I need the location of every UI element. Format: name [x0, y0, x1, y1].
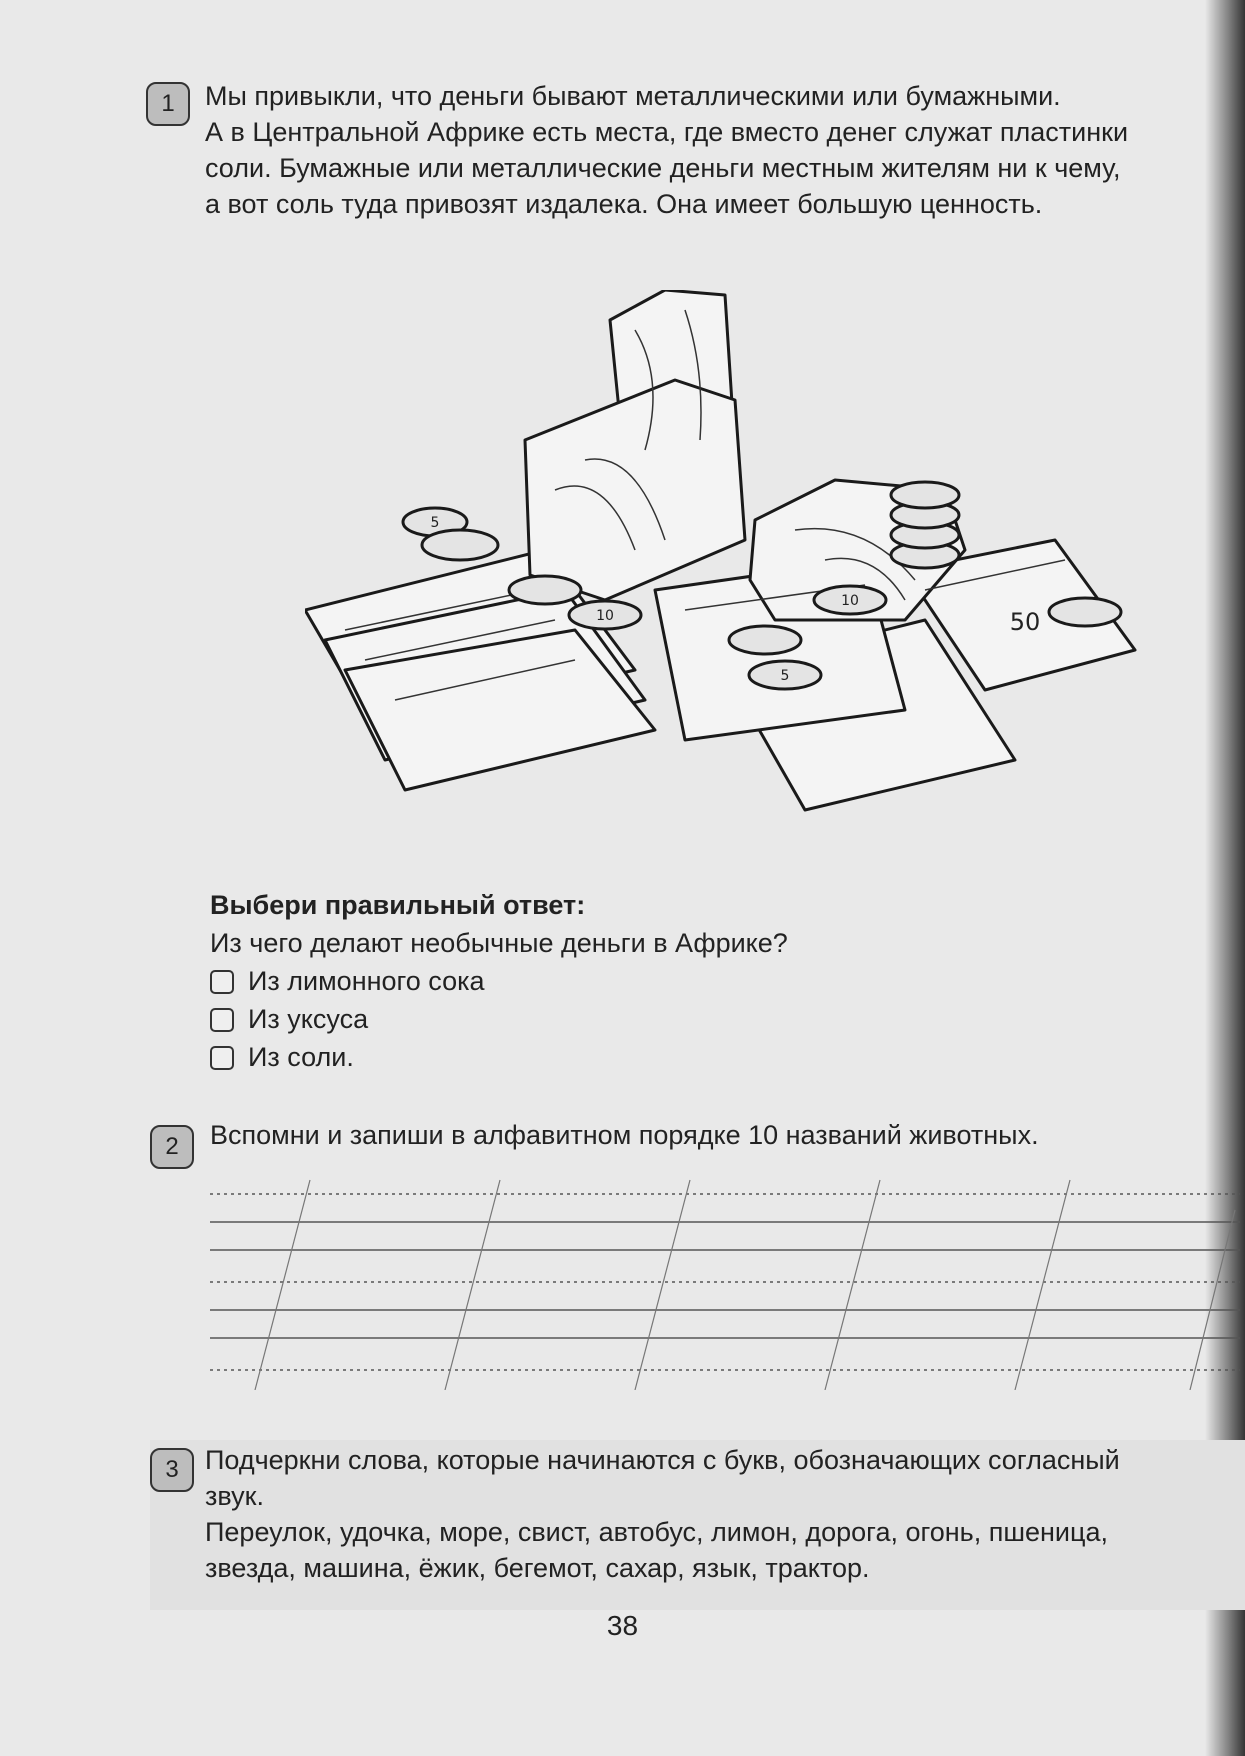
task-3-text — [205, 1442, 1235, 1586]
question-title: Выбери правильный ответ: — [210, 890, 586, 920]
writing-lines[interactable] — [210, 1170, 1240, 1390]
coin — [422, 530, 498, 560]
coin-mark: 10 — [596, 608, 614, 624]
task-1-line: Мы привыкли, что деньги бывают металлическими или бумажными. — [205, 81, 1061, 111]
answer-option[interactable] — [210, 966, 485, 997]
salt-and-money-illustration — [305, 290, 1165, 820]
task-3-line: Переулок, удочка, море, свист, автобус, лимон, дорога, огонь, пшеница, — [205, 1517, 1108, 1547]
coin-mark: 10 — [841, 593, 859, 609]
task-1-text — [205, 78, 1235, 222]
coin — [1049, 598, 1121, 626]
task-3-line: Подчеркни слова, которые начинаются с букв, обозначающих согласный — [205, 1445, 1120, 1475]
banknote-mark: 50 — [1009, 608, 1041, 636]
answer-option-label: Из лимонного сока — [248, 966, 485, 996]
answer-option[interactable] — [210, 1042, 354, 1073]
answer-option-label: Из уксуса — [248, 1004, 369, 1034]
checkbox-icon[interactable] — [210, 1008, 234, 1032]
question-text: Из чего делают необычные деньги в Африке? — [210, 928, 788, 958]
task-3-number: 3 — [150, 1448, 194, 1492]
salt-block — [525, 380, 745, 600]
coin — [509, 576, 581, 604]
checkbox-icon[interactable] — [210, 1046, 234, 1070]
answer-option[interactable] — [210, 1004, 368, 1035]
coin — [891, 482, 959, 508]
task-1-line: А в Центральной Африке есть места, где вместо денег служат пластинки — [205, 117, 1129, 147]
task-1-line: а вот соль туда привозят издалека. Она имеет большую ценность. — [205, 189, 1043, 219]
task-3-line: звезда, машина, ёжик, бегемот, сахар, язык, трактор. — [205, 1553, 870, 1583]
page-number: 38 — [606, 1610, 639, 1641]
checkbox-icon[interactable] — [210, 970, 234, 994]
coin — [729, 626, 801, 654]
task-1-number: 1 — [146, 82, 190, 126]
task-2-text: Вспомни и запиши в алфавитном порядке 10 названий животных. — [210, 1120, 1039, 1150]
task-2-number: 2 — [150, 1125, 194, 1169]
task-1-line: соли. Бумажные или металлические деньги местным жителям ни к чему, — [205, 153, 1121, 183]
task-3-line: звук. — [205, 1481, 264, 1511]
coin-mark: 5 — [430, 515, 440, 531]
answer-option-label: Из соли. — [248, 1042, 354, 1072]
coin-mark: 5 — [780, 668, 790, 684]
